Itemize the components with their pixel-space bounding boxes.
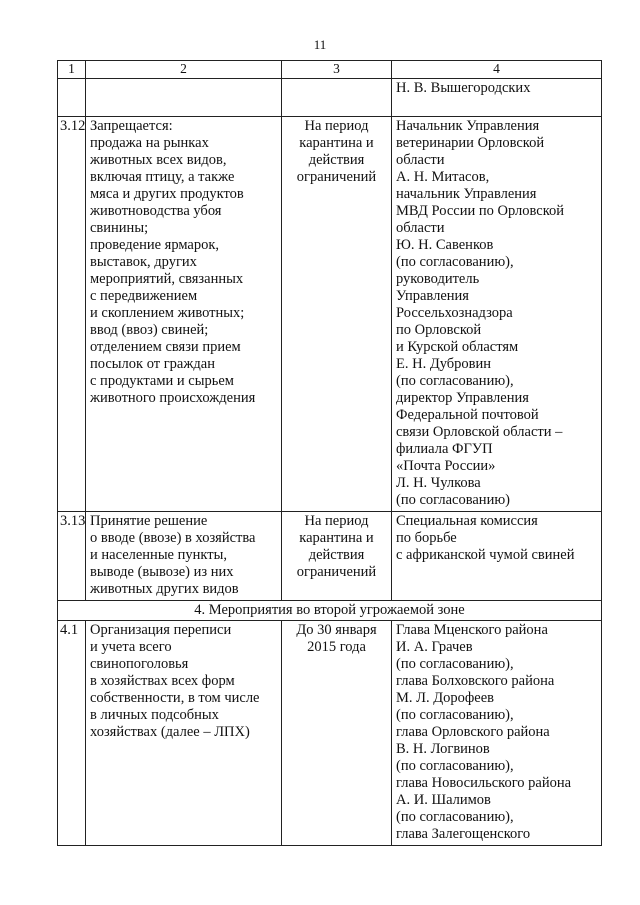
text-line: области — [396, 152, 445, 168]
table-row — [58, 117, 602, 512]
text-line: И. А. Грачев — [396, 639, 473, 655]
row-number: 3.13 — [58, 512, 86, 601]
row-responsible — [392, 512, 602, 601]
text-line: Начальник Управления — [396, 118, 540, 134]
text-line: глава Орловского района — [396, 724, 550, 740]
text-line: (по согласованию), — [396, 758, 514, 774]
table-header-row — [58, 61, 602, 79]
text-line: мероприятий, связанных — [90, 271, 244, 287]
text-line: Россельхознадзора — [396, 305, 513, 321]
text-line: и населенные пункты, — [90, 547, 227, 563]
text-line: Ю. Н. Савенков — [396, 237, 494, 253]
text-line: глава Новосильского района — [396, 775, 572, 791]
text-line: отделением связи прием — [90, 339, 241, 355]
text-line: свинины; — [90, 220, 149, 236]
text-line: (по согласованию), — [396, 254, 514, 270]
text-line: с африканской чумой свиней — [396, 547, 575, 563]
text-line: М. Л. Дорофеев — [396, 690, 494, 706]
text-line: о вводе (ввозе) в хозяйства — [90, 530, 256, 546]
header-col-4: 4 — [392, 61, 602, 79]
row-measure — [86, 621, 282, 846]
row-number: 4.1 — [58, 621, 86, 846]
row-term — [282, 512, 392, 601]
text-line: области — [396, 220, 445, 236]
text-line: выводе (вывозе) из них — [90, 564, 234, 580]
row-responsible — [392, 117, 602, 512]
text-line: 2015 года — [307, 639, 366, 655]
text-line: МВД России по Орловской — [396, 203, 565, 219]
text-line: и учета всего — [90, 639, 172, 655]
text-line: животных всех видов, — [90, 152, 227, 168]
text-line: филиала ФГУП — [396, 441, 493, 457]
text-line: На период — [304, 118, 369, 134]
text-line: действия — [308, 547, 365, 563]
row-measure — [86, 117, 282, 512]
text-line: директор Управления — [396, 390, 529, 406]
text-line: хозяйствах (далее – ЛПХ) — [90, 724, 250, 740]
text-line: (по согласованию), — [396, 656, 514, 672]
header-col-1: 1 — [58, 61, 86, 79]
text-line: начальник Управления — [396, 186, 537, 202]
row-term — [282, 621, 392, 846]
text-line: глава Залегощенского — [396, 826, 531, 842]
text-line: Специальная комиссия — [396, 513, 538, 529]
header-col-2: 2 — [86, 61, 282, 79]
row-number: 3.12 — [58, 117, 86, 512]
text-line: мяса и других продуктов — [90, 186, 244, 202]
text-line: животных других видов — [90, 581, 239, 597]
text-line: продажа на рынках — [90, 135, 209, 151]
text-line: Управления — [396, 288, 469, 304]
text-line: по борьбе — [396, 530, 457, 546]
text-line: связи Орловской области – — [396, 424, 563, 440]
row-term — [282, 117, 392, 512]
text-line: животноводства убоя — [90, 203, 222, 219]
cont-term — [282, 79, 392, 117]
text-line: ограничений — [296, 169, 377, 185]
text-line: (по согласованию) — [396, 492, 510, 508]
text-line: Е. Н. Дубровин — [396, 356, 492, 372]
row-responsible — [392, 621, 602, 846]
text-line: А. Н. Митасов, — [396, 169, 490, 185]
cont-measure — [86, 79, 282, 117]
text-line: (по согласованию), — [396, 809, 514, 825]
text-line: (по согласованию), — [396, 373, 514, 389]
text-line: и Курской областям — [396, 339, 519, 355]
cont-responsible: Н. В. Вышегородских — [392, 79, 602, 117]
text-line: «Почта России» — [396, 458, 496, 474]
table-row — [58, 621, 602, 846]
text-line: собственности, в том числе — [90, 690, 260, 706]
text-line: руководитель — [396, 271, 480, 287]
text-line: карантина и — [299, 135, 374, 151]
text-line: До 30 января — [296, 622, 377, 638]
text-line: посылок от граждан — [90, 356, 215, 372]
text-line: животного происхождения — [90, 390, 256, 406]
text-line: Л. Н. Чулкова — [396, 475, 481, 491]
text-line: и скоплением животных; — [90, 305, 245, 321]
measures-table — [57, 60, 602, 846]
text-line: (по согласованию), — [396, 707, 514, 723]
text-line: Федеральной почтовой — [396, 407, 539, 423]
text-line: с продуктами и сырьем — [90, 373, 234, 389]
text-line: На период — [304, 513, 369, 529]
section-heading-row — [58, 601, 602, 621]
text-line: Запрещается: — [90, 118, 173, 134]
text-line: свинопоголовья — [90, 656, 189, 672]
table-row — [58, 512, 602, 601]
text-line: В. Н. Логвинов — [396, 741, 490, 757]
text-line: ограничений — [296, 564, 377, 580]
text-line: глава Болховского района — [396, 673, 555, 689]
text-line: в хозяйствах всех форм — [90, 673, 235, 689]
text-line: действия — [308, 152, 365, 168]
text-line: карантина и — [299, 530, 374, 546]
text-line: Глава Мценского района — [396, 622, 548, 638]
header-col-3: 3 — [282, 61, 392, 79]
section-title: 4. Мероприятия во второй угрожаемой зоне — [58, 601, 602, 621]
continuation-row — [58, 79, 602, 117]
cont-number — [58, 79, 86, 117]
text-line: проведение ярмарок, — [90, 237, 220, 253]
text-line: ветеринарии Орловской — [396, 135, 545, 151]
text-line: А. И. Шалимов — [396, 792, 491, 808]
text-line: включая птицу, а также — [90, 169, 235, 185]
text-line: в личных подсобных — [90, 707, 219, 723]
page-number: 11 — [313, 37, 327, 52]
text-line: ввод (ввоз) свиней; — [90, 322, 209, 338]
text-line: по Орловской — [396, 322, 482, 338]
text-line: выставок, других — [90, 254, 197, 270]
text-line: с передвижением — [90, 288, 198, 304]
row-measure — [86, 512, 282, 601]
text-line: Организация переписи — [90, 622, 232, 638]
text-line: Принятие решение — [90, 513, 208, 529]
